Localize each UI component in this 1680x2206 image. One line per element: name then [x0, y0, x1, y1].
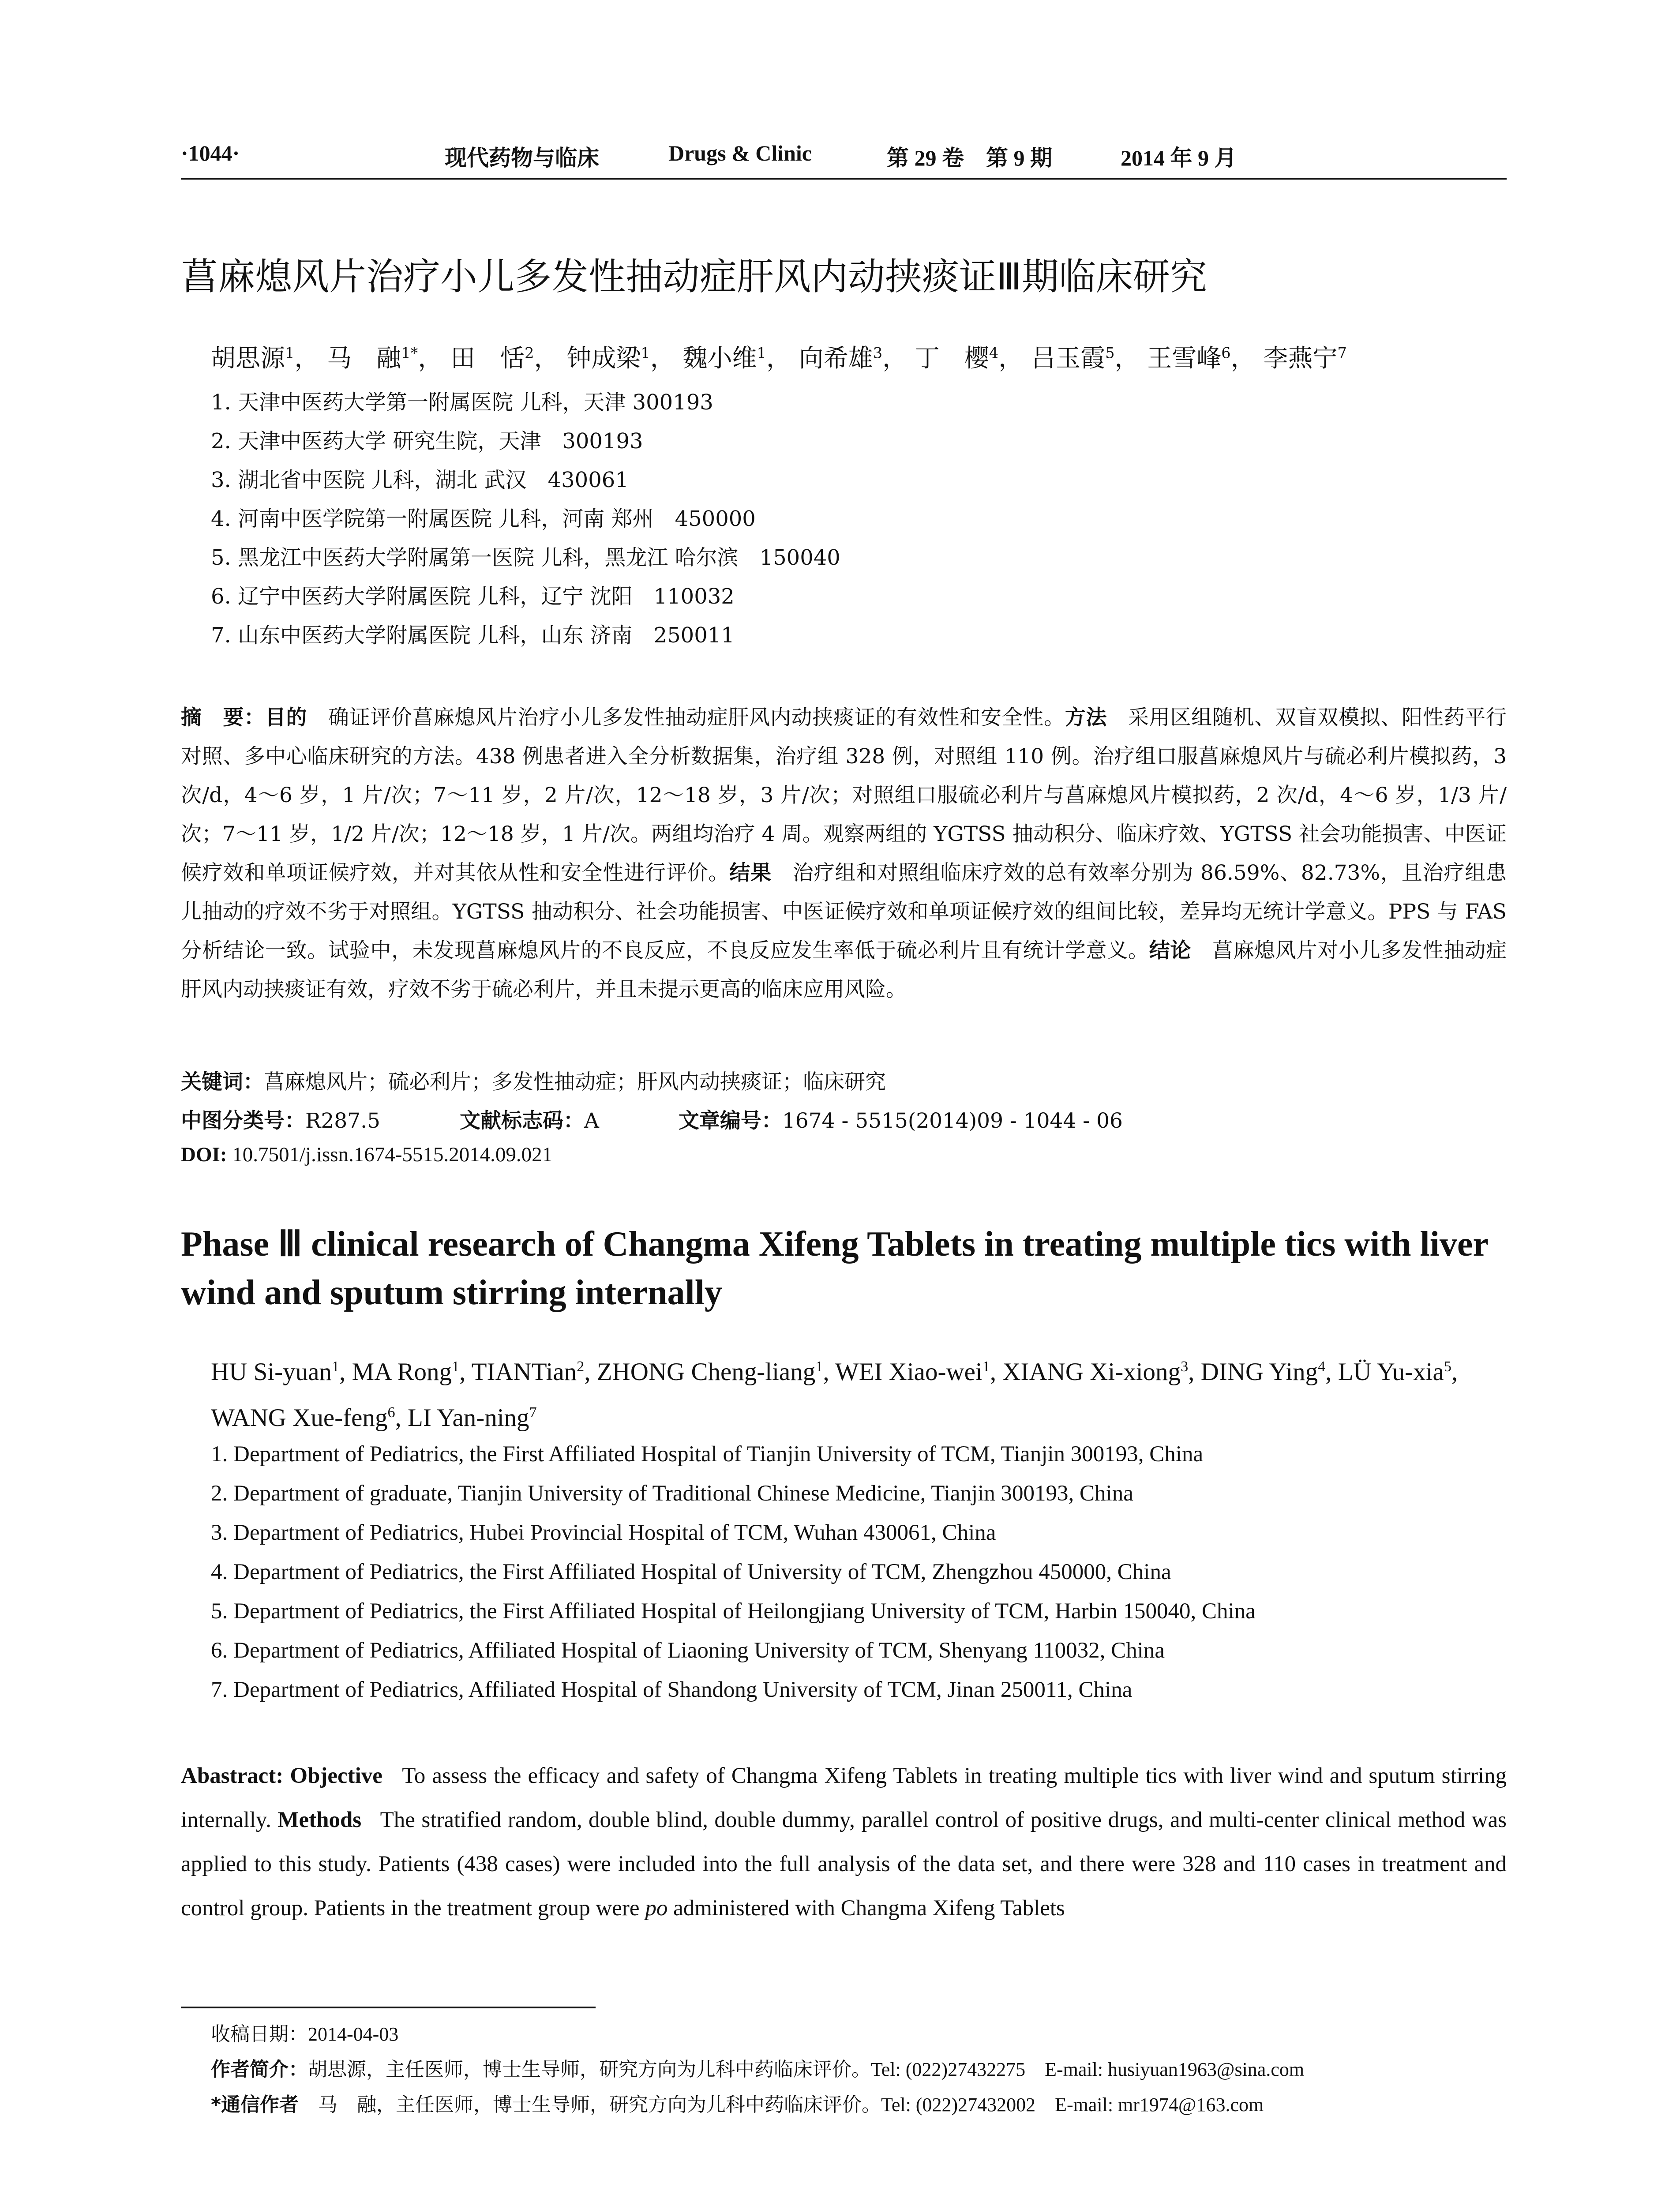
received-date-line — [211, 2018, 398, 2046]
affiliation-item: 5. Department of Pediatrics, the First Affiliated Hospital of Heilongjiang University of TCM, Harbin 150040, China — [211, 1599, 1256, 1624]
doc-code-label: 文献标志码： — [459, 1109, 584, 1133]
methods-label: Methods — [278, 1808, 362, 1832]
author-affiliation-mark: 1 — [451, 1358, 460, 1375]
methods-text: 采用区组随机、双盲双模拟、阳性药平行对照、多中心临床研究的方法。438 例患者进入全分析数据集，治疗组 328 例，对照组 110 例。治疗组口服菖麻熄风片与硫必利片模拟药，3 次/d，4～6 岁，1 片/次；7～11 岁，2 片/次，12～18 岁，3 片/次；对照组口服硫必利片与菖麻熄风片模拟药，2 次/d，4～6 岁，1/3 片/次；7～11 岁，1/2 片/次；12～18 岁，1 片/次。两组均治疗 4 周。观察两组的 YGTSS 抽动积分、临床疗效、YGTSS 社会功能损害、中医证候疗效和单项证候疗效，并对其依从性和安全性进行评价。 — [181, 705, 1507, 885]
issue-date: 2014 年 9 月 — [1121, 146, 1237, 170]
author-name: LÜ Yu-xia — [1338, 1358, 1444, 1386]
author-name: 魏小维 — [682, 344, 757, 373]
running-header — [181, 140, 1504, 176]
corr-contact: Tel: (022)27432002 E-mail: mr1974@163.com — [881, 2094, 1264, 2116]
received-date: 2014-04-03 — [308, 2023, 399, 2045]
article-no-label: 文章编号： — [678, 1109, 782, 1133]
author-affiliation-mark: 3 — [873, 344, 883, 362]
journal-name-en: Drugs & Clinic — [668, 141, 812, 165]
methods-text-continued: administered with Changma Xifeng Tablets — [673, 1896, 1065, 1921]
doi-label: DOI: — [181, 1143, 227, 1166]
author-name: 田 恬 — [450, 344, 525, 373]
doc-code-value: A — [584, 1109, 599, 1133]
author-affiliation-mark: 3 — [1181, 1358, 1189, 1375]
author-name: 吕玉霞 — [1031, 344, 1106, 373]
author-name: 马 融 — [327, 344, 401, 373]
abstract-en — [181, 1754, 1507, 1930]
author-affiliation-mark: 1 — [641, 344, 650, 362]
author-affiliation-mark: 4 — [989, 344, 999, 362]
author-affiliation-mark: 1 — [982, 1358, 990, 1375]
objective-label: 目的 — [265, 705, 308, 730]
affiliation-item: 7. Department of Pediatrics, Affiliated Hospital of Shandong University of TCM, Jinan 250011, China — [211, 1677, 1132, 1702]
affiliation-item: 4. 河南中医学院第一附属医院 儿科，河南 郑州 450000 — [211, 506, 756, 531]
affiliation-item: 3. Department of Pediatrics, Hubei Provincial Hospital of TCM, Wuhan 430061, China — [211, 1520, 996, 1545]
conclusion-text: 菖麻熄风片对小儿多发性抽动症肝风内动挟痰证有效，疗效不劣于硫必利片，并且未提示更高的临床应用风险。 — [181, 938, 1507, 1002]
author-name: 向希雄 — [799, 344, 873, 373]
author-name: HU Si-yuan — [211, 1358, 332, 1386]
clc-label: 中图分类号： — [181, 1109, 305, 1133]
author-affiliation-mark: 1 — [815, 1358, 823, 1375]
article-title-cn: 菖麻熄风片治疗小儿多发性抽动症肝风内动挟痰证Ⅲ期临床研究 — [181, 255, 1207, 298]
affiliation-item: 7. 山东中医药大学附属医院 儿科，山东 济南 250011 — [211, 623, 735, 648]
header-rule — [181, 178, 1507, 180]
corr-text: 马 融，主任医师，博士生导师，研究方向为儿科中药临床评价。 — [318, 2093, 881, 2116]
author-affiliation-mark: 1* — [401, 344, 418, 362]
affiliation-item: 4. Department of Pediatrics, the First Affiliated Hospital of University of TCM, Zhengzhou 450000, China — [211, 1560, 1171, 1584]
objective-label: Objective — [290, 1763, 382, 1788]
affiliation-item: 5. 黑龙江中医药大学附属第一医院 儿科，黑龙江 哈尔滨 150040 — [211, 545, 840, 570]
author-name: WEI Xiao-wei — [835, 1358, 982, 1386]
author-name: 李燕宁 — [1263, 344, 1338, 373]
author-affiliation-mark: 4 — [1318, 1358, 1326, 1375]
clc-value: R287.5 — [305, 1109, 380, 1133]
author-name: XIANG Xi-xiong — [1002, 1358, 1181, 1386]
volume-issue: 第 29 卷 第 9 期 — [887, 146, 1052, 170]
affiliation-item: 1. Department of Pediatrics, the First Affiliated Hospital of Tianjin University of TCM, Tianjin 300193, China — [211, 1442, 1204, 1467]
keywords-label: 关键词： — [181, 1070, 264, 1094]
results-text: 治疗组和对照组临床疗效的总有效率分别为 86.59%、82.73%，且治疗组患儿抽动的疗效不劣于对照组。YGTSS 抽动积分、社会功能损害、中医证候疗效和单项证候疗效的组间比较，差异均无统计学意义。PPS 与 FAS 分析结论一致。试验中，未发现菖麻熄风片的不良反应，不良反应发生率低于硫必利片且有统计学意义。 — [181, 861, 1507, 963]
author-affiliation-mark: 6 — [387, 1404, 395, 1421]
author-affiliation-mark: 1 — [757, 344, 766, 362]
keywords-line — [181, 1065, 886, 1095]
journal-name-cn: 现代药物与临床 — [445, 146, 599, 170]
author-name: LI Yan-ning — [408, 1404, 529, 1432]
footnote-rule — [181, 2007, 596, 2008]
author-bio-line — [211, 2053, 1304, 2082]
affiliation-item: 1. 天津中医药大学第一附属医院 儿科，天津 300193 — [211, 390, 713, 415]
objective-text: To assess the efficacy and safety of Changma Xifeng Tablets in treating multiple tics with liver wind and sputum stirring internally. — [181, 1763, 1507, 1832]
doi-line — [181, 1143, 552, 1167]
affiliation-item: 2. Department of graduate, Tianjin University of Traditional Chinese Medicine, Tianjin 300193, China — [211, 1481, 1133, 1506]
doi-link[interactable]: 10.7501/j.issn.1674-5515.2014.09.021 — [232, 1143, 553, 1166]
affiliation-item: 6. 辽宁中医药大学附属医院 儿科，辽宁 沈阳 110032 — [211, 584, 735, 609]
methods-label: 方法 — [1065, 705, 1107, 730]
affiliation-item: 2. 天津中医药大学 研究生院，天津 300193 — [211, 429, 643, 454]
author-name: 王雪峰 — [1147, 344, 1222, 373]
affiliation-list-en — [211, 1435, 1256, 1710]
author-name: TIANTian — [471, 1358, 577, 1386]
author-name: 丁 樱 — [915, 344, 989, 373]
affiliation-item: 6. Department of Pediatrics, Affiliated Hospital of Liaoning University of TCM, Shenyang 110032, China — [211, 1638, 1165, 1663]
bio-text: 胡思源，主任医师，博士生导师，研究方向为儿科中药临床评价。 — [308, 2058, 871, 2081]
author-affiliation-mark: 1 — [331, 1358, 339, 1375]
author-affiliation-mark: 2 — [577, 1358, 585, 1375]
author-name: MA Rong — [352, 1358, 452, 1386]
author-affiliation-mark: 5 — [1444, 1358, 1451, 1375]
keywords-text: 菖麻熄风片；硫必利片；多发性抽动症；肝风内动挟痰证；临床研究 — [264, 1070, 886, 1094]
author-affiliation-mark: 2 — [525, 344, 534, 362]
bio-label: 作者简介： — [211, 2058, 308, 2081]
author-name: WANG Xue-feng — [211, 1404, 388, 1432]
article-title-en: Phase Ⅲ clinical research of Changma Xifeng Tablets in treating multiple tics with liver wind and sputum stirring internally — [181, 1225, 1488, 1312]
page-number: ·1044· — [181, 141, 240, 165]
bio-contact: Tel: (022)27432275 E-mail: husiyuan1963@sina.com — [871, 2059, 1305, 2080]
abstract-cn — [181, 698, 1507, 1009]
author-name: DING Ying — [1200, 1358, 1318, 1386]
received-label: 收稿日期： — [211, 2023, 308, 2045]
methods-text: The stratified random, double blind, double dummy, parallel control of positive drugs, and multi-center clinical method was applied to this study. Patients (438 cases) were included into the full analysis of the data set, and there were 328 and 110 cases in treatment and control group. Patients in the treatment group were — [181, 1808, 1507, 1921]
corresponding-author-line — [211, 2089, 1264, 2117]
objective-text: 确证评价菖麻熄风片治疗小儿多发性抽动症肝风内动挟痰证的有效性和安全性。 — [328, 705, 1065, 730]
affiliation-item: 3. 湖北省中医院 儿科，湖北 武汉 430061 — [211, 468, 629, 492]
author-name: ZHONG Cheng-liang — [596, 1358, 816, 1386]
author-affiliation-mark: 1 — [285, 344, 295, 362]
abstract-label: 摘 要： — [181, 705, 265, 730]
author-list-cn: 胡思源$^1$， 马 融$^{1*}$， 田 恬$^2$， 钟成梁$^1$， 魏小维$^1$， 向希雄$^3$， 丁 樱$^4$， 吕玉霞$^5$， 王雪峰$^6$， 李燕宁$^7$ — [211, 344, 1347, 373]
author-affiliation-mark: 6 — [1221, 344, 1231, 362]
author-list-en: HU Si-yuan$^1$, MA Rong$^1$, TIANTian$^2$, ZHONG Cheng-liang$^1$, WEI Xiao-wei$^1$, XIANG Xi-xiong$^3$, DING Ying$^4$, LÜ Yu-xia$^5$, WANG Xue-feng$^6$, LI Yan-ning$^7$ — [211, 1358, 1458, 1432]
results-label: 结果 — [729, 861, 772, 885]
author-affiliation-mark: 7 — [1337, 344, 1347, 362]
classification-line — [181, 1104, 1123, 1134]
corr-label: *通信作者 — [211, 2093, 299, 2116]
abstract-label: Abastract: — [181, 1763, 284, 1788]
methods-italic-text: po — [645, 1896, 668, 1921]
author-name: 胡思源 — [211, 344, 285, 373]
affiliation-list-cn — [211, 383, 840, 655]
author-name: 钟成梁 — [566, 344, 641, 373]
author-affiliation-mark: 7 — [529, 1404, 537, 1421]
article-no-value: 1674 - 5515(2014)09 - 1044 - 06 — [782, 1109, 1123, 1133]
conclusion-label: 结论 — [1149, 938, 1192, 963]
author-affiliation-mark: 5 — [1105, 344, 1115, 362]
